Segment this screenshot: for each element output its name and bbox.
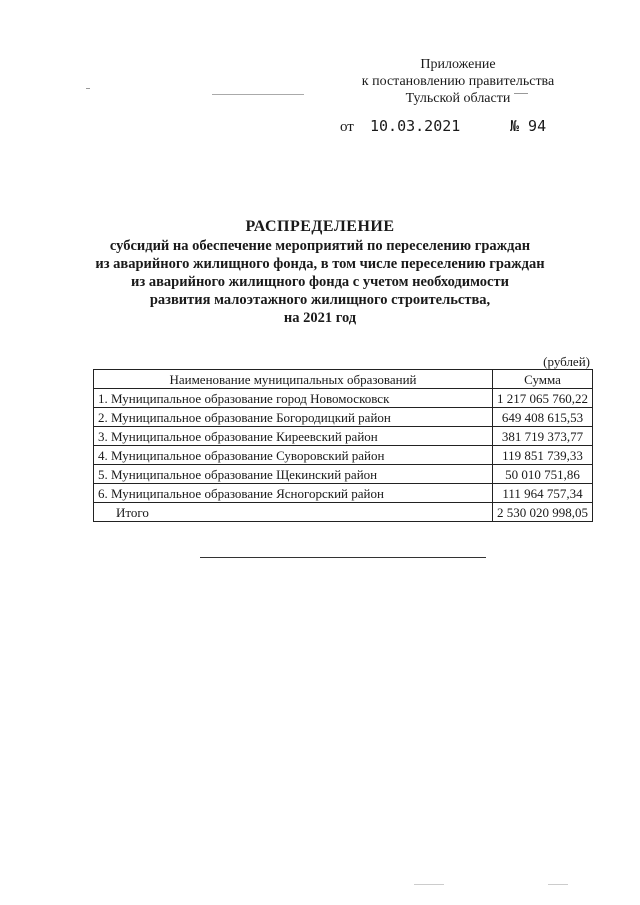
table-header-row bbox=[94, 370, 593, 389]
row-name: 4. Муниципальное образование Суворовский район bbox=[94, 446, 493, 465]
title-line-2: из аварийного жилищного фонда, в том числе переселению граждан bbox=[95, 256, 545, 272]
total-sum: 2 530 020 998,05 bbox=[493, 503, 593, 522]
table-total-row bbox=[94, 503, 593, 522]
decree-date: 10.03.2021 bbox=[370, 117, 461, 135]
appendix-line-2: к постановлению правительства bbox=[361, 74, 555, 89]
title-line-4: развития малоэтажного жилищного строительства, bbox=[149, 292, 491, 308]
date-prefix: от bbox=[340, 119, 354, 135]
row-sum: 50 010 751,86 bbox=[493, 465, 593, 484]
appendix-block bbox=[338, 56, 578, 107]
table-row bbox=[94, 389, 593, 408]
title-line-5: на 2021 год bbox=[283, 310, 357, 326]
row-name: 1. Муниципальное образование город Новомосковск bbox=[94, 389, 493, 408]
row-name: 3. Муниципальное образование Киреевский район bbox=[94, 427, 493, 446]
document-title bbox=[60, 218, 580, 327]
row-name: 5. Муниципальное образование Щекинский район bbox=[94, 465, 493, 484]
row-name: 2. Муниципальное образование Богородицкий район bbox=[94, 408, 493, 427]
title-line-1: субсидий на обеспечение мероприятий по переселению граждан bbox=[109, 238, 531, 254]
total-label: Итого bbox=[94, 503, 493, 522]
title-line-3: из аварийного жилищного фонда с учетом необходимости bbox=[131, 274, 509, 290]
scan-artifact bbox=[86, 88, 90, 89]
scan-artifact bbox=[212, 94, 304, 95]
table-row bbox=[94, 484, 593, 503]
scan-artifact bbox=[548, 884, 568, 885]
table-row bbox=[94, 446, 593, 465]
units-label: (рублей) bbox=[543, 354, 590, 369]
closing-rule bbox=[200, 557, 486, 558]
table-row bbox=[94, 465, 593, 484]
title-heading: РАСПРЕДЕЛЕНИЕ bbox=[245, 218, 395, 235]
row-sum: 1 217 065 760,22 bbox=[493, 389, 593, 408]
decree-number: № 94 bbox=[510, 117, 547, 135]
table-row bbox=[94, 427, 593, 446]
distribution-table bbox=[93, 369, 593, 522]
scan-artifact bbox=[414, 884, 444, 885]
row-sum: 111 964 757,34 bbox=[493, 484, 593, 503]
row-sum: 119 851 739,33 bbox=[493, 446, 593, 465]
row-sum: 381 719 373,77 bbox=[493, 427, 593, 446]
table-row bbox=[94, 408, 593, 427]
column-header-sum: Сумма bbox=[493, 370, 593, 389]
scan-artifact bbox=[514, 93, 528, 94]
appendix-line-1: Приложение bbox=[420, 57, 496, 72]
row-name: 6. Муниципальное образование Ясногорский район bbox=[94, 484, 493, 503]
decree-date-line bbox=[340, 117, 580, 137]
column-header-name: Наименование муниципальных образований bbox=[94, 370, 493, 389]
appendix-line-3: Тульской области bbox=[405, 91, 511, 106]
row-sum: 649 408 615,53 bbox=[493, 408, 593, 427]
